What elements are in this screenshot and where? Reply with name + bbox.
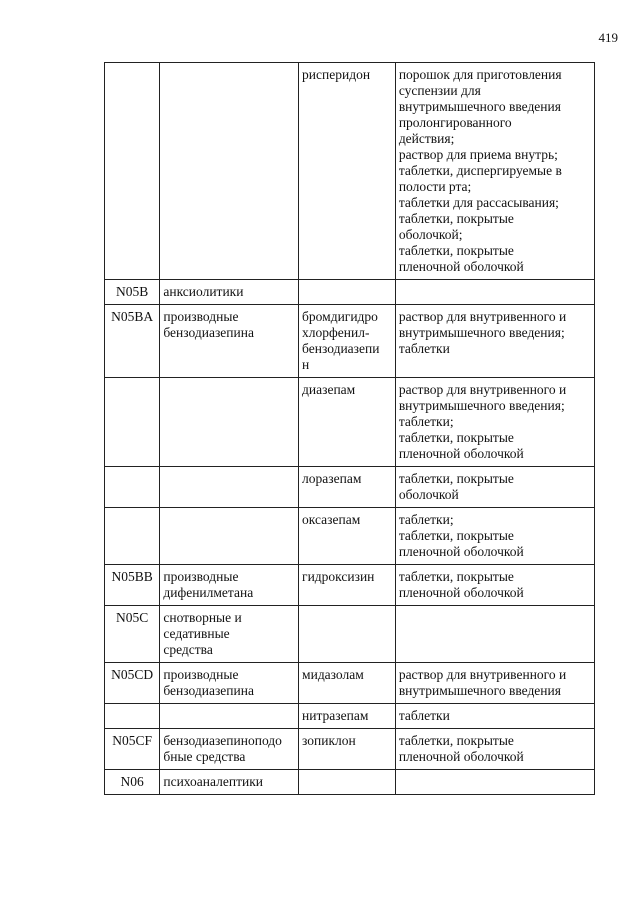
table-row <box>105 467 595 508</box>
anatomical-group-line: производные <box>163 667 239 682</box>
drug-name-cell <box>299 606 396 663</box>
anatomical-group-line: седативные <box>163 626 230 641</box>
dosage-forms-cell <box>395 63 594 280</box>
drug-name-cell <box>299 378 396 467</box>
table-row <box>105 606 595 663</box>
dosage-forms-line: раствор для приема внутрь; <box>398 147 558 162</box>
dosage-forms-cell <box>395 305 594 378</box>
atc-code-cell <box>105 467 160 508</box>
dosage-forms-line: действия; <box>398 131 455 146</box>
drug-name-line: бромдигидро <box>302 309 378 324</box>
drug-name-cell <box>299 663 396 704</box>
atc-code-cell: N05CD <box>105 663 160 704</box>
table-body <box>105 63 595 795</box>
dosage-forms-cell <box>395 704 594 729</box>
table-row <box>105 729 595 770</box>
atc-code-cell <box>105 63 160 280</box>
drug-name-line: гидроксизин <box>302 569 375 584</box>
table-row <box>105 770 595 795</box>
anatomical-group-line: бензодиазепиноподо <box>163 733 282 748</box>
dosage-forms-line: таблетки для рассасывания; <box>398 195 559 210</box>
atc-code-cell: N05BA <box>105 305 160 378</box>
dosage-forms-line: таблетки, покрытые <box>398 243 514 258</box>
atc-code-cell: N05C <box>105 606 160 663</box>
anatomical-group-cell <box>160 467 299 508</box>
drug-name-cell <box>299 305 396 378</box>
table-row <box>105 63 595 280</box>
atc-code-cell <box>105 704 160 729</box>
drug-table <box>104 62 595 795</box>
atc-code-cell <box>105 378 160 467</box>
dosage-forms-line: раствор для внутривенного и <box>398 667 567 682</box>
drug-name-cell <box>299 508 396 565</box>
dosage-forms-line: таблетки, покрытые <box>398 471 514 486</box>
anatomical-group-line: бензодиазепина <box>163 325 254 340</box>
dosage-forms-line: таблетки; <box>398 414 454 429</box>
anatomical-group-line: психоаналептики <box>163 774 263 789</box>
dosage-forms-line: раствор для внутривенного и <box>398 382 567 397</box>
dosage-forms-line: таблетки, покрытые <box>398 528 514 543</box>
dosage-forms-line: таблетки, покрытые <box>398 733 514 748</box>
dosage-forms-line: внутримышечного введения <box>398 683 561 698</box>
drug-name-line: диазепам <box>302 382 356 397</box>
anatomical-group-cell <box>160 378 299 467</box>
dosage-forms-line: пленочной оболочкой <box>398 749 524 764</box>
dosage-forms-line: таблетки <box>398 341 450 356</box>
anatomical-group-cell <box>160 606 299 663</box>
dosage-forms-line: пленочной оболочкой <box>398 585 524 600</box>
dosage-forms-line: таблетки, диспергируемые в <box>398 163 562 178</box>
dosage-forms-cell <box>395 729 594 770</box>
dosage-forms-line: внутримышечного введения <box>398 99 561 114</box>
dosage-forms-line: внутримышечного введения; <box>398 398 565 413</box>
dosage-forms-line: пленочной оболочкой <box>398 259 524 274</box>
atc-code-cell: N05BB <box>105 565 160 606</box>
drug-name-cell <box>299 729 396 770</box>
dosage-forms-cell <box>395 663 594 704</box>
drug-name-cell <box>299 565 396 606</box>
anatomical-group-cell <box>160 565 299 606</box>
anatomical-group-line: производные <box>163 309 239 324</box>
dosage-forms-line: таблетки, покрытые <box>398 569 514 584</box>
dosage-forms-line: раствор для внутривенного и <box>398 309 567 324</box>
dosage-forms-line: пленочной оболочкой <box>398 544 524 559</box>
dosage-forms-cell <box>395 565 594 606</box>
anatomical-group-cell <box>160 280 299 305</box>
table-row <box>105 280 595 305</box>
drug-name-line: оксазепам <box>302 512 361 527</box>
atc-code-cell: N05B <box>105 280 160 305</box>
dosage-forms-cell <box>395 280 594 305</box>
drug-name-line: нитразепам <box>302 708 369 723</box>
dosage-forms-line: таблетки, покрытые <box>398 430 514 445</box>
dosage-forms-cell <box>395 770 594 795</box>
drug-name-line: зопиклон <box>302 733 356 748</box>
table-row <box>105 704 595 729</box>
table-row <box>105 663 595 704</box>
dosage-forms-cell <box>395 508 594 565</box>
table-row <box>105 305 595 378</box>
drug-name-cell <box>299 770 396 795</box>
anatomical-group-cell <box>160 508 299 565</box>
drug-name-cell <box>299 467 396 508</box>
dosage-forms-line: пленочной оболочкой <box>398 446 524 461</box>
dosage-forms-line: полости рта; <box>398 179 472 194</box>
anatomical-group-cell <box>160 63 299 280</box>
table-row <box>105 508 595 565</box>
anatomical-group-cell <box>160 663 299 704</box>
dosage-forms-cell <box>395 467 594 508</box>
dosage-forms-line: оболочкой; <box>398 227 463 242</box>
table-row <box>105 378 595 467</box>
dosage-forms-line: порошок для приготовления <box>398 67 562 82</box>
drug-name-cell <box>299 704 396 729</box>
atc-code-cell: N05CF <box>105 729 160 770</box>
anatomical-group-cell <box>160 729 299 770</box>
anatomical-group-line: средства <box>163 642 213 657</box>
table-row <box>105 565 595 606</box>
anatomical-group-cell <box>160 770 299 795</box>
anatomical-group-line: бные средства <box>163 749 246 764</box>
dosage-forms-line: оболочкой <box>398 487 459 502</box>
anatomical-group-cell <box>160 305 299 378</box>
drug-name-cell <box>299 63 396 280</box>
dosage-forms-cell <box>395 606 594 663</box>
dosage-forms-cell <box>395 378 594 467</box>
anatomical-group-line: производные <box>163 569 239 584</box>
atc-code-cell: N06 <box>105 770 160 795</box>
drug-name-line: мидазолам <box>302 667 364 682</box>
drug-name-cell <box>299 280 396 305</box>
dosage-forms-line: пролонгированного <box>398 115 512 130</box>
anatomical-group-line: анксиолитики <box>163 284 244 299</box>
dosage-forms-line: таблетки <box>398 708 450 723</box>
drug-name-line: хлорфенил- <box>302 325 370 340</box>
anatomical-group-line: дифенилметана <box>163 585 254 600</box>
drug-name-line: бензодиазепи <box>302 341 380 356</box>
atc-code-cell <box>105 508 160 565</box>
dosage-forms-line: таблетки; <box>398 512 454 527</box>
dosage-forms-line: внутримышечного введения; <box>398 325 565 340</box>
drug-name-line: рисперидон <box>302 67 371 82</box>
anatomical-group-line: бензодиазепина <box>163 683 254 698</box>
anatomical-group-line: снотворные и <box>163 610 242 625</box>
drug-name-line: н <box>302 357 310 372</box>
dosage-forms-line: таблетки, покрытые <box>398 211 514 226</box>
page-number: 419 <box>598 30 618 45</box>
dosage-forms-line: суспензии для <box>398 83 481 98</box>
anatomical-group-cell <box>160 704 299 729</box>
drug-name-line: лоразепам <box>302 471 362 486</box>
